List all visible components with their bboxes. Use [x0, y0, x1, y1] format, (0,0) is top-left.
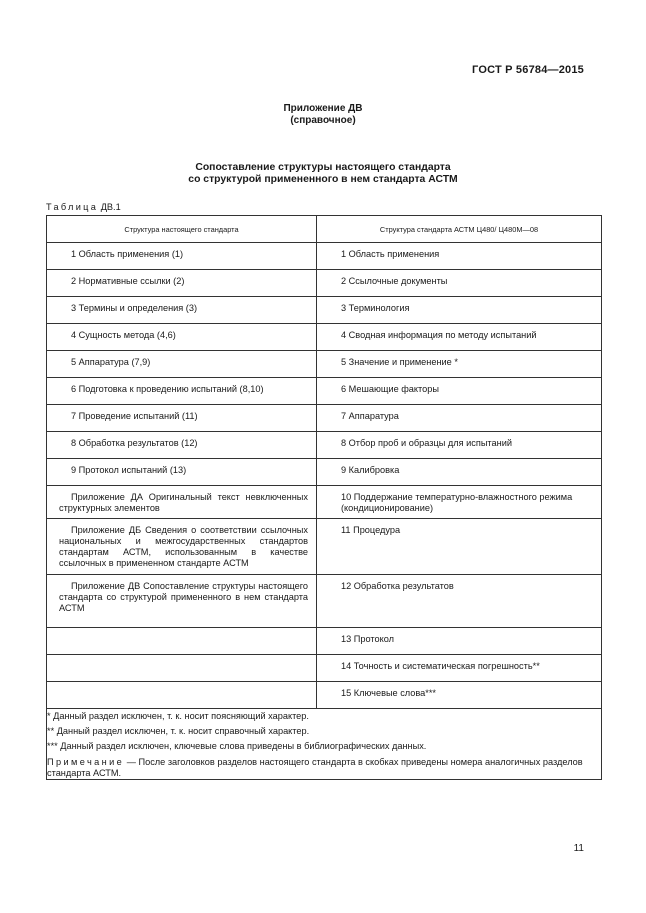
- table-row: [47, 405, 602, 432]
- right-cell: 8 Отбор проб и образцы для испытаний: [341, 438, 512, 448]
- right-cell: 6 Мешающие факторы: [341, 384, 439, 394]
- table-label: [46, 202, 121, 212]
- left-cell: 5 Аппаратура (7,9): [71, 357, 151, 367]
- right-cell: 15 Ключевые слова***: [341, 688, 436, 698]
- heading-line-1: Сопоставление структуры настоящего стандарта: [195, 162, 451, 173]
- table-row: [47, 655, 602, 682]
- table-notes-row: [47, 709, 602, 780]
- left-cell: [47, 655, 316, 661]
- left-cell: [47, 628, 316, 634]
- left-cell: Приложение ДБ Сведения о соответствии ссылочных национальных и межгосударственных стандартов стандартам АСТМ, использованным в качестве ссылочных в примененном стандарте АСТМ: [59, 525, 308, 568]
- section-heading: [0, 162, 646, 186]
- table-notes: [47, 709, 602, 780]
- right-cell: 12 Обработка результатов: [341, 581, 454, 591]
- table-row: [47, 351, 602, 378]
- left-cell: Приложение ДА Оригинальный текст невключенных структурных элементов: [59, 492, 308, 513]
- left-cell: Приложение ДВ Сопоставление структуры настоящего стандарта со структурой примененного в нем стандарта АСТМ: [59, 581, 308, 613]
- remark-text: — После заголовков разделов настоящего стандарта в скобках приведены номера аналогичных разделов стандарта АСТМ.: [47, 757, 583, 778]
- appendix-subtitle: (справочное): [290, 115, 356, 126]
- table-label-id: ДВ.1: [100, 202, 121, 212]
- table-row: [47, 628, 602, 655]
- right-cell: 1 Область применения: [341, 249, 440, 259]
- heading-line-2: со структурой примененного в нем стандарта АСТМ: [188, 174, 458, 185]
- table-row: [47, 432, 602, 459]
- table-row: [47, 243, 602, 270]
- table-row: [47, 486, 602, 519]
- right-cell: 13 Протокол: [341, 634, 394, 644]
- col1-header: Структура настоящего стандарта: [47, 216, 317, 243]
- footnote-1: * Данный раздел исключен, т. к. носит поясняющий характер.: [47, 711, 309, 721]
- left-cell: 2 Нормативные ссылки (2): [71, 276, 185, 286]
- page-number: 11: [573, 843, 584, 854]
- standard-designation: ГОСТ Р 56784—2015: [472, 64, 584, 76]
- table-row: [47, 459, 602, 486]
- appendix-title: Приложение ДВ: [283, 103, 363, 114]
- right-cell: 5 Значение и применение *: [341, 357, 458, 367]
- table-remark: [47, 757, 601, 779]
- right-cell: 4 Сводная информация по методу испытаний: [341, 330, 537, 340]
- remark-label: Примечание: [47, 757, 125, 767]
- right-cell: 7 Аппаратура: [341, 411, 399, 421]
- left-cell: [47, 682, 316, 688]
- table-row: [47, 575, 602, 628]
- left-cell: 8 Обработка результатов (12): [71, 438, 198, 448]
- left-cell: 3 Термины и определения (3): [71, 303, 198, 313]
- comparison-table: [46, 215, 602, 780]
- appendix-title-block: [0, 103, 646, 127]
- footnote-2: ** Данный раздел исключен, т. к. носит справочный характер.: [47, 726, 310, 736]
- table-row: [47, 378, 602, 405]
- table-row: [47, 324, 602, 351]
- right-cell: 10 Поддержание температурно-влажностного режима (кондиционирование): [341, 492, 573, 513]
- footnote-3: *** Данный раздел исключен, ключевые слова приведены в библиографических данных.: [47, 741, 427, 751]
- right-cell: 9 Калибровка: [341, 465, 400, 475]
- table-row: [47, 270, 602, 297]
- right-cell: 2 Ссылочные документы: [341, 276, 448, 286]
- right-cell: 11 Процедура: [341, 525, 401, 535]
- left-cell: 7 Проведение испытаний (11): [71, 411, 198, 421]
- table-row: [47, 297, 602, 324]
- left-cell: 6 Подготовка к проведению испытаний (8,10): [71, 384, 264, 394]
- left-cell: 1 Область применения (1): [71, 249, 184, 259]
- table-label-prefix: Таблица: [46, 202, 99, 212]
- table-row: [47, 519, 602, 575]
- table-header-row: [47, 216, 602, 243]
- right-cell: 3 Терминология: [341, 303, 410, 313]
- left-cell: 9 Протокол испытаний (13): [71, 465, 187, 475]
- left-cell: 4 Сущность метода (4,6): [71, 330, 176, 340]
- col2-header: Структура стандарта АСТМ Ц480/ Ц480М—08: [317, 216, 602, 243]
- table-row: [47, 682, 602, 709]
- right-cell: 14 Точность и систематическая погрешность**: [341, 661, 540, 671]
